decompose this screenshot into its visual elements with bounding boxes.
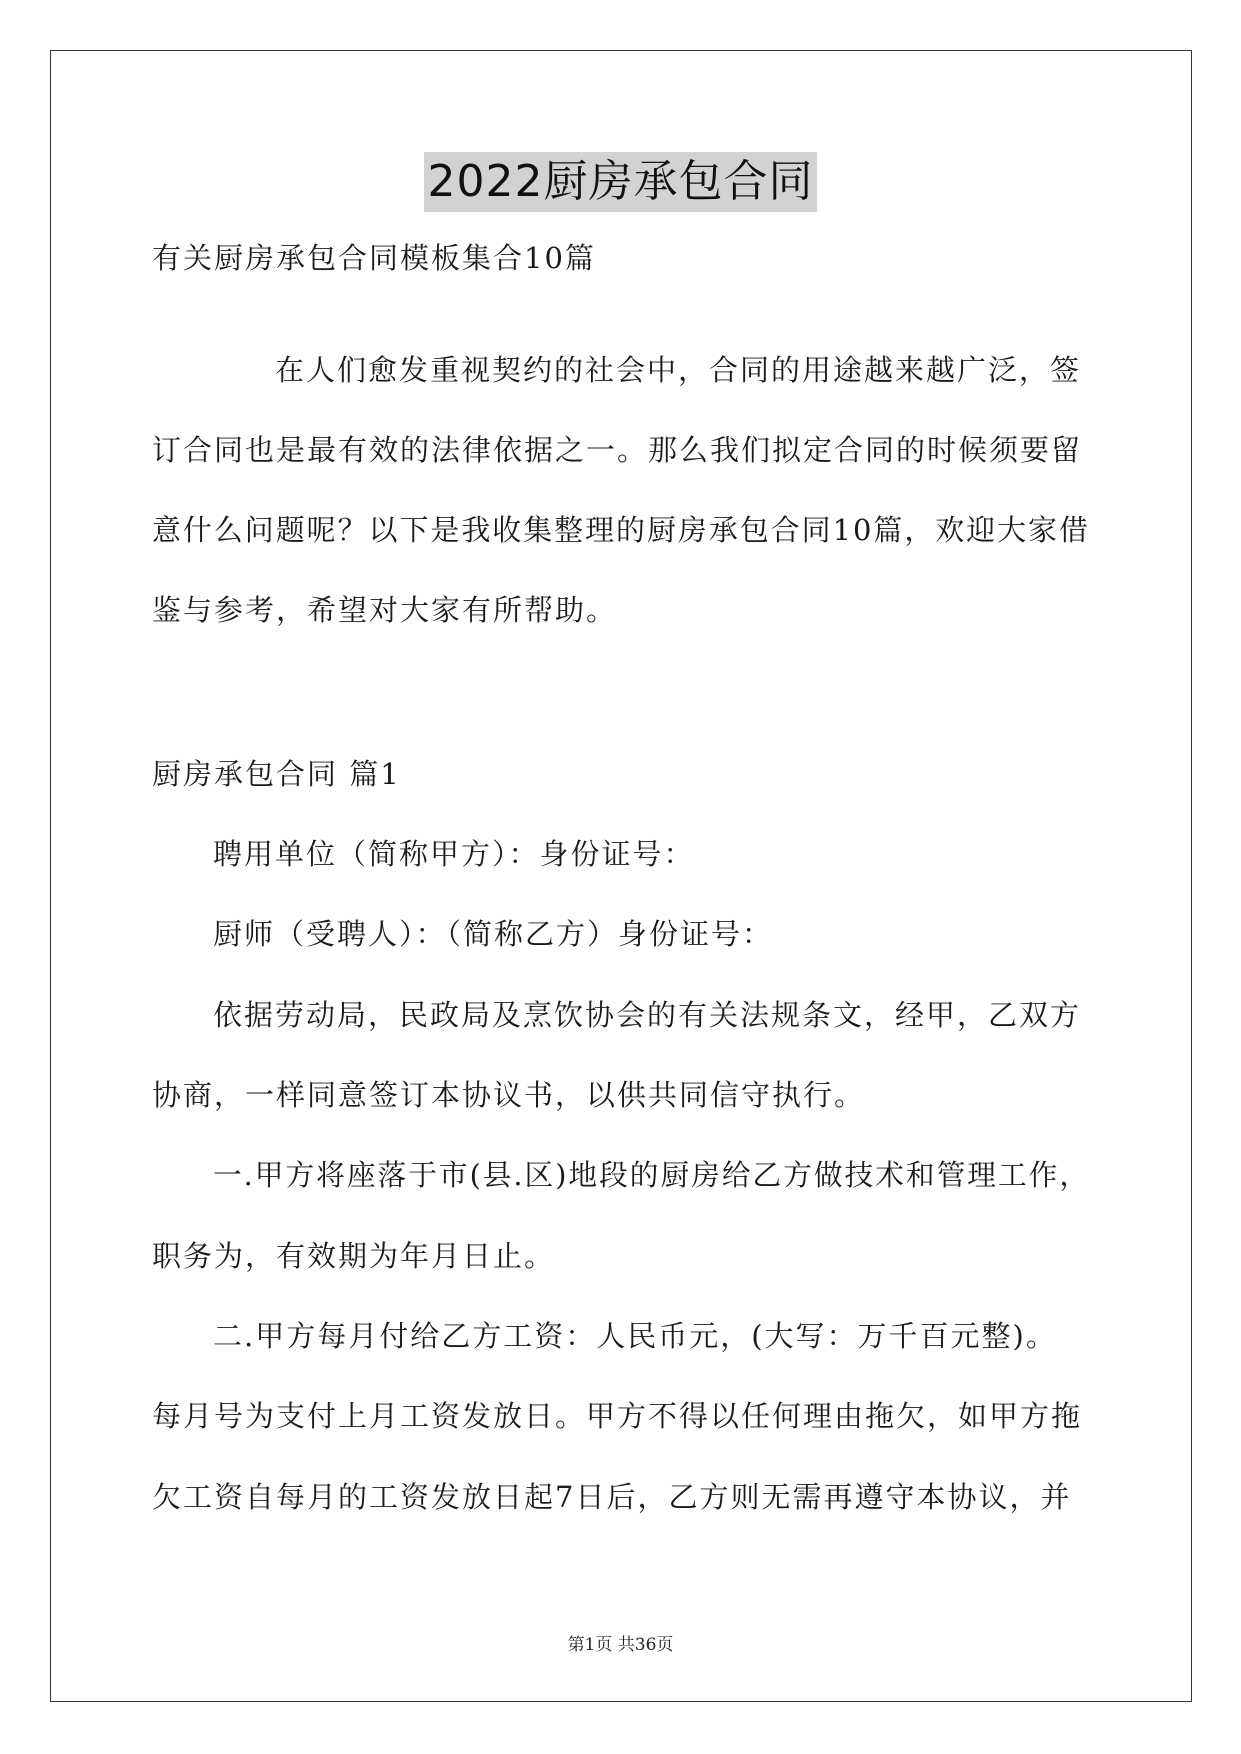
body-line-6: 每月号为支付上月工资发放日。甲方不得以任何理由拖欠，如甲方拖: [152, 1399, 1083, 1433]
body-line-3: 一.甲方将座落于市(县.区)地段的厨房给乙方做技术和管理工作，: [213, 1158, 1091, 1192]
section-heading: 厨房承包合同 篇1: [152, 757, 401, 791]
party-a-line: 聘用单位（简称甲方）：身份证号：: [213, 837, 695, 871]
document-title: 2022厨房承包合同: [424, 152, 818, 212]
body-line-5: 二.甲方每月付给乙方工资：人民币元，(大写：万千百元整)。: [213, 1319, 1057, 1353]
body-line-1: 依据劳动局，民政局及烹饮协会的有关法规条文，经甲，乙双方: [213, 998, 1082, 1032]
intro-line-2: 订合同也是最有效的法律依据之一。那么我们拟定合同的时候须要留: [152, 433, 1083, 467]
intro-line-1: 在人们愈发重视契约的社会中，合同的用途越来越广泛，签: [275, 353, 1082, 387]
document-subtitle: 有关厨房承包合同模板集合10篇: [152, 241, 596, 275]
intro-line-4: 鉴与参考，希望对大家有所帮助。: [152, 593, 618, 627]
body-line-2: 协商，一样同意签订本协议书，以供共同信守执行。: [152, 1078, 866, 1112]
intro-line-3: 意什么问题呢？以下是我收集整理的厨房承包合同10篇，欢迎大家借: [152, 513, 1090, 547]
title-container: [0, 152, 1241, 212]
body-line-7: 欠工资自每月的工资发放日起7日后，乙方则无需再遵守本协议，并: [152, 1480, 1072, 1514]
page-footer: 第1页 共36页: [567, 1635, 674, 1655]
body-line-4: 职务为，有效期为年月日止。: [152, 1239, 556, 1273]
party-b-line: 厨师（受聘人）：（简称乙方）身份证号：: [213, 917, 774, 951]
page-border: [50, 50, 1192, 1702]
